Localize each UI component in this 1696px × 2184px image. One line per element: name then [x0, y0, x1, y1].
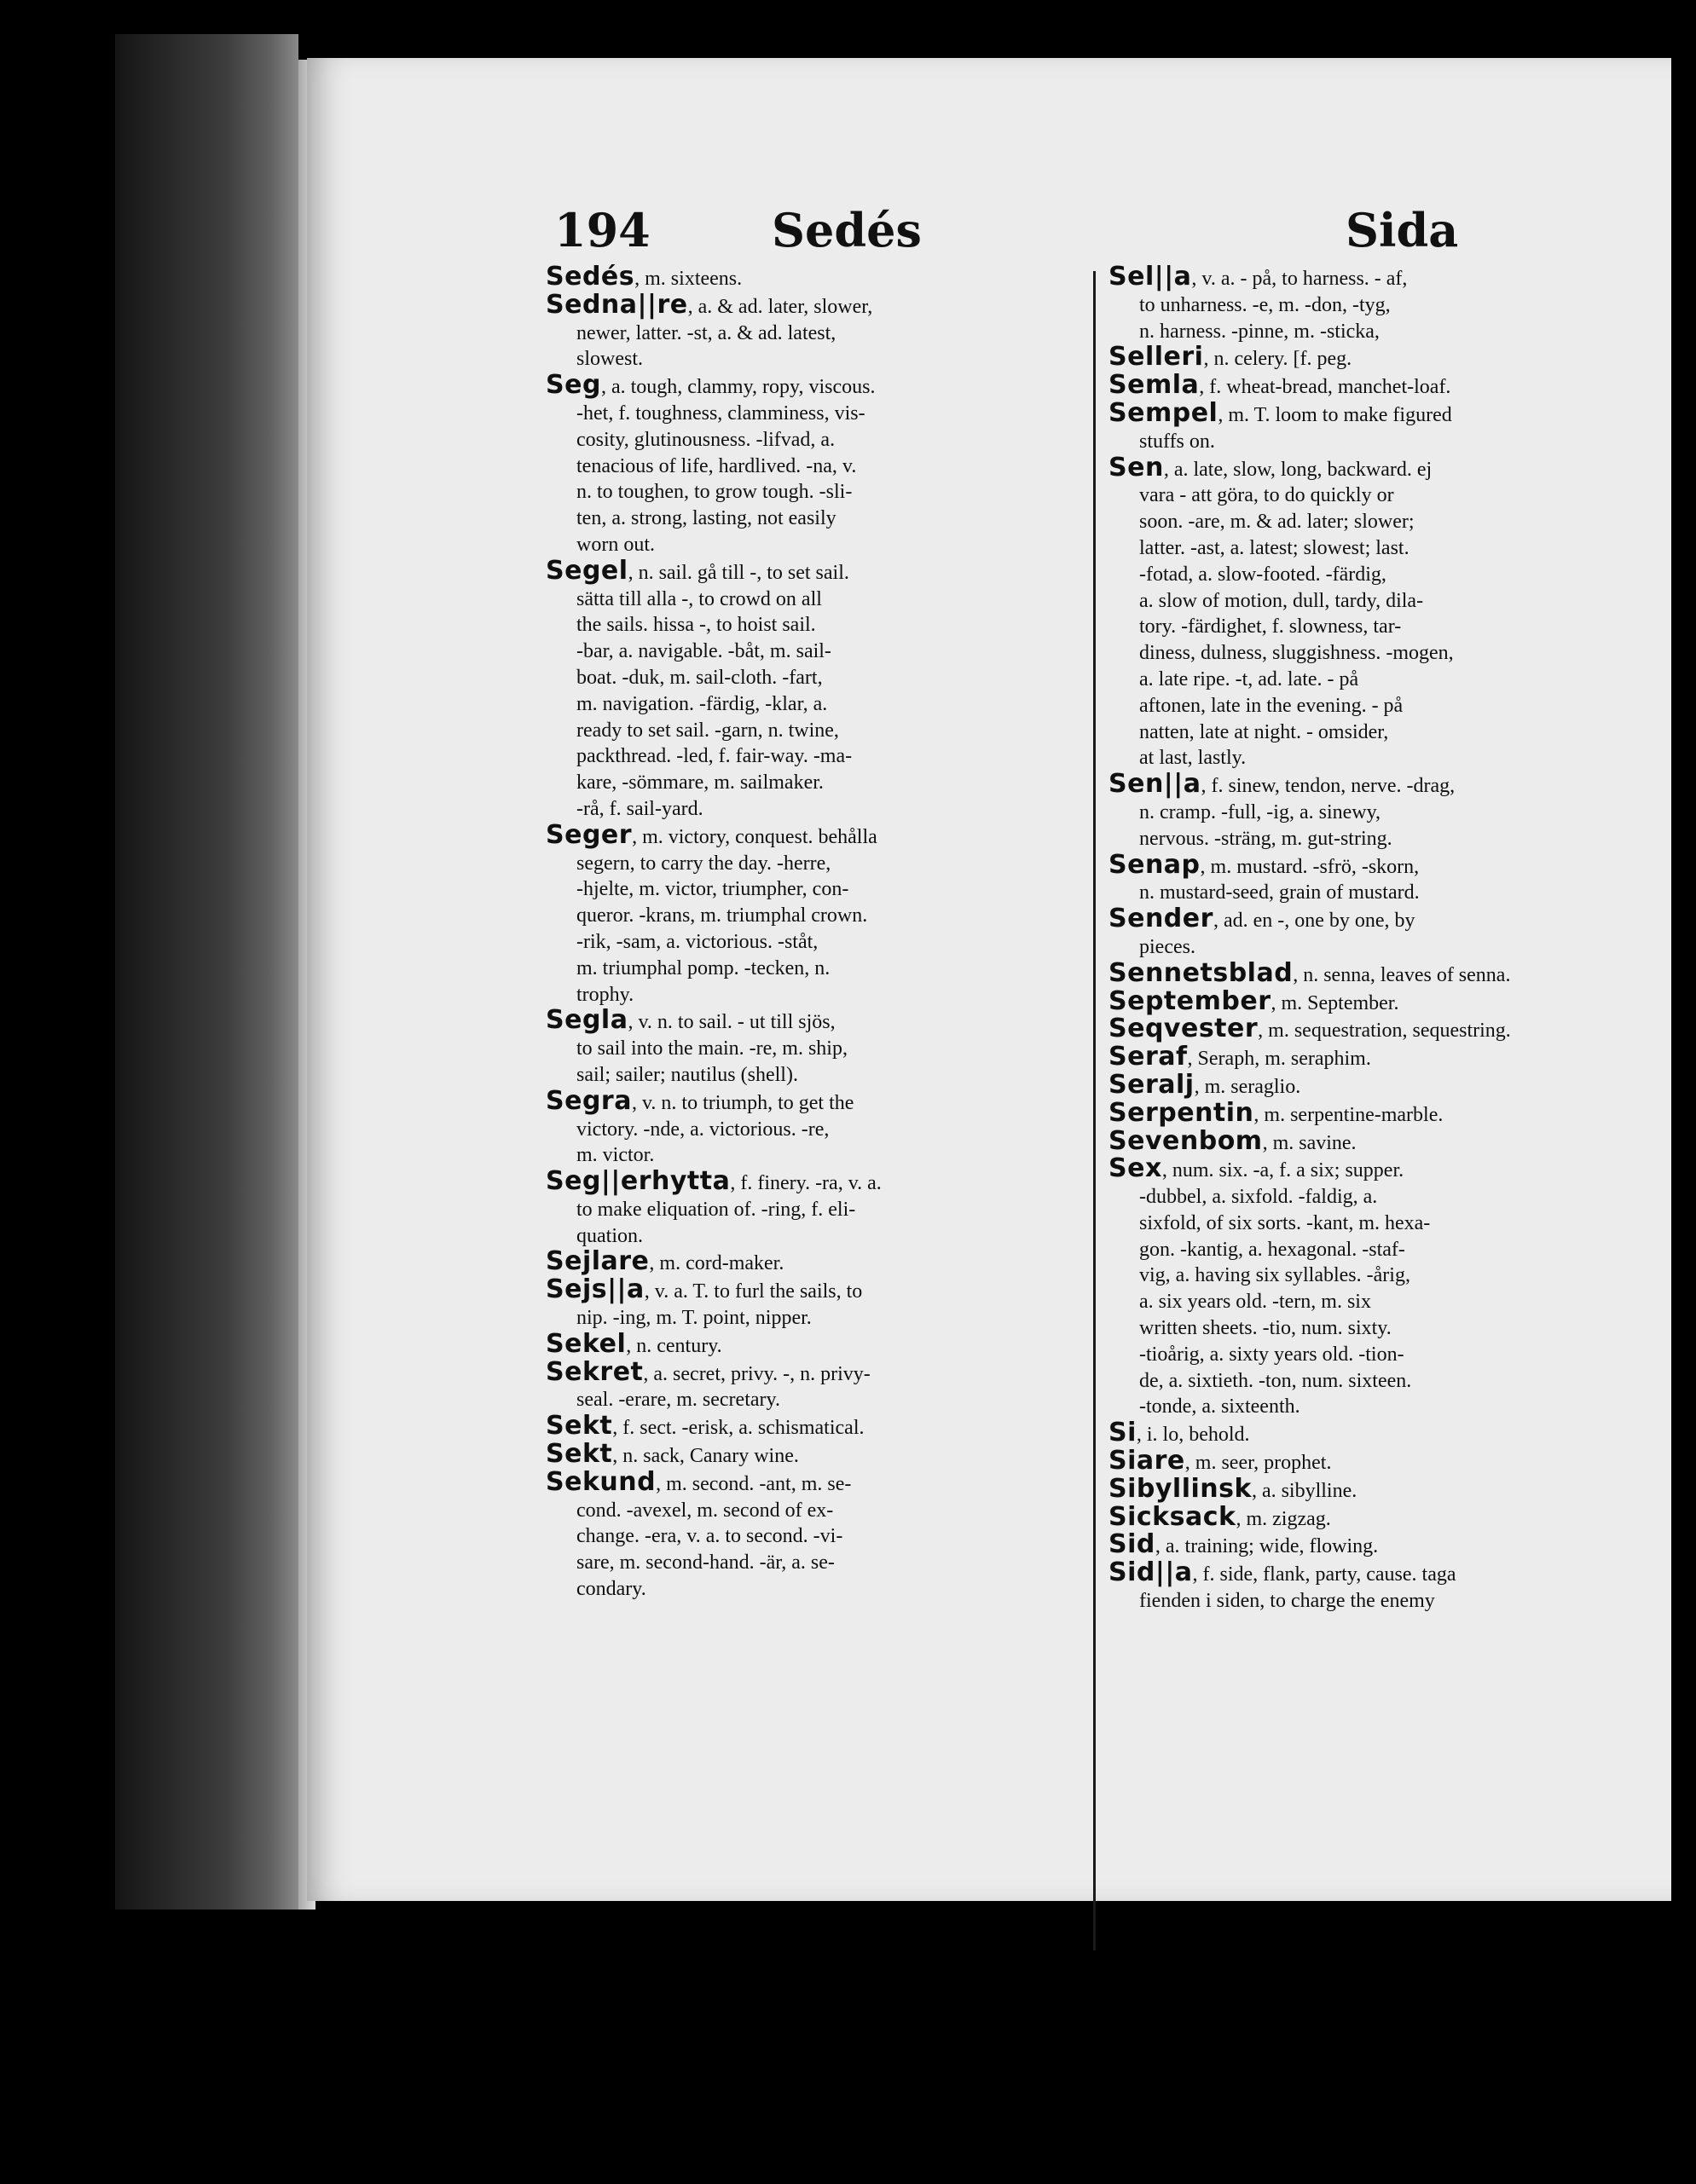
entry-headword-line: Seraf, Seraph, m. seraphim.	[1108, 1044, 1654, 1072]
book-spine	[115, 34, 298, 1910]
headword: Sekund	[546, 1469, 657, 1497]
entry-continuation-line: latter. -ast, a. latest; slowest; last.	[1139, 536, 1409, 559]
entry-headword-line: Seqvester, m. sequestration, sequestring.	[1108, 1016, 1654, 1044]
entry-continuation-line: boat. -duk, m. sail-cloth. -fart,	[576, 666, 823, 689]
entry-continuation-line: n. cramp. -full, -ig, a. sinewy,	[1139, 800, 1381, 823]
headword: September	[1108, 988, 1271, 1016]
entry-continuation-line: victory. -nde, a. victorious. -re,	[576, 1118, 830, 1141]
headword: Sibyllinsk	[1108, 1476, 1252, 1504]
headword: Segel	[546, 558, 628, 586]
left-column	[546, 264, 1090, 1603]
entry-continuation-line: to make eliquation of. -ring, f. eli-	[576, 1198, 856, 1221]
entry-continuation-line: condary.	[576, 1578, 646, 1601]
entry-headword-line: Si, i. lo, behold.	[1108, 1420, 1654, 1448]
entry-continuation-line: stuffs on.	[1139, 430, 1215, 453]
entry-headword-line: Seralj, m. seraglio.	[1108, 1072, 1654, 1101]
entry-continuation-line: newer, latter. -st, a. & ad. latest,	[576, 321, 836, 344]
headword: Sen	[1108, 454, 1164, 482]
headword: Sejlare	[546, 1249, 650, 1277]
headword: Sekt	[546, 1413, 613, 1442]
entry-headword-line: Sibyllinsk, a. sibylline.	[1108, 1476, 1654, 1505]
entry-continuation-line: segern, to carry the day. -herre,	[576, 852, 831, 875]
entry-continuation-line: at last, lastly.	[1139, 747, 1247, 770]
entry-continuation-line: worn out.	[576, 533, 655, 556]
right-column	[1108, 264, 1654, 1615]
entry-continuation-line: m. victor.	[576, 1144, 655, 1167]
entry-continuation-line: fienden i siden, to charge the enemy	[1139, 1590, 1435, 1613]
headword: Sel||a	[1108, 264, 1192, 292]
entry-headword-line: Sempel, m. T. loom to make figured	[1108, 401, 1654, 429]
headword: Sempel	[1108, 400, 1218, 428]
entry-headword-line: Selleri, n. celery. [f. peg.	[1108, 344, 1654, 373]
entry-continuation-line: change. -era, v. a. to second. -vi-	[576, 1525, 843, 1548]
entry-headword-line: Segra, v. n. to triumph, to get the	[546, 1089, 1090, 1117]
headword: Segla	[546, 1008, 628, 1036]
entry-continuation-line: -tioårig, a. sixty years old. -tion-	[1139, 1343, 1404, 1366]
headword: Seger	[546, 822, 633, 850]
entry-continuation-line: -rik, -sam, a. victorious. -ståt,	[576, 930, 819, 953]
entry-continuation-line: n. harness. -pinne, m. -sticka,	[1139, 320, 1380, 343]
entry-headword-line: Sicksack, m. zigzag.	[1108, 1505, 1654, 1533]
entry-continuation-line: ready to set sail. -garn, n. twine,	[576, 719, 839, 742]
headword: Sekel	[546, 1331, 627, 1359]
entry-continuation-line: nip. -ing, m. T. point, nipper.	[576, 1307, 812, 1330]
entry-headword-line: September, m. September.	[1108, 989, 1654, 1017]
entry-headword-line: Sekt, f. sect. -erisk, a. schismatical.	[546, 1413, 1090, 1442]
entry-headword-line: Sel||a, v. a. - på, to harness. - af,	[1108, 264, 1654, 292]
entry-headword-line: Sennetsblad, n. senna, leaves of senna.	[1108, 961, 1654, 989]
headword: Segra	[546, 1088, 632, 1116]
entry-continuation-line: sixfold, of six sorts. -kant, m. hexa-	[1139, 1211, 1431, 1234]
headword: Sicksack	[1108, 1504, 1236, 1532]
entry-headword-line: Segel, n. sail. gå till -, to set sail.	[546, 558, 1090, 586]
entry-continuation-line: n. mustard-seed, grain of mustard.	[1139, 881, 1420, 904]
entry-continuation-line: -het, f. toughness, clamminess, vis-	[576, 402, 865, 425]
headword: Seralj	[1108, 1072, 1195, 1100]
entry-headword-line: Sejs||a, v. a. T. to furl the sails, to	[546, 1277, 1090, 1305]
headword: Sex	[1108, 1156, 1162, 1184]
entry-continuation-line: ten, a. strong, lasting, not easily	[576, 507, 836, 530]
headword: Seqvester	[1108, 1016, 1259, 1044]
entry-continuation-line: m. navigation. -färdig, -klar, a.	[576, 692, 828, 715]
entry-continuation-line: sail; sailer; nautilus (shell).	[576, 1063, 798, 1086]
entry-continuation-line: kare, -sömmare, m. sailmaker.	[576, 771, 824, 794]
entry-continuation-line: natten, late at night. - omsider,	[1139, 720, 1389, 743]
entry-continuation-line: pieces.	[1139, 935, 1195, 958]
page-number: 194	[554, 203, 651, 257]
entry-continuation-line: the sails. hissa -, to hoist sail.	[576, 614, 816, 637]
column-divider	[1093, 271, 1096, 1950]
headword: Sevenbom	[1108, 1128, 1263, 1156]
entry-headword-line: Semla, f. wheat-bread, manchet-loaf.	[1108, 373, 1654, 401]
entry-headword-line: Sen||a, f. sinew, tendon, nerve. -drag,	[1108, 771, 1654, 800]
entry-continuation-line: de, a. sixtieth. -ton, num. sixteen.	[1139, 1369, 1412, 1392]
left-guide-word: Sedés	[772, 203, 922, 257]
entry-continuation-line: n. to toughen, to grow tough. -sli-	[576, 481, 853, 504]
entry-continuation-line: quation.	[576, 1224, 643, 1247]
entry-continuation-line: trophy.	[576, 983, 634, 1006]
entry-continuation-line: sare, m. second-hand. -är, a. se-	[576, 1551, 835, 1574]
entry-headword-line: Sekel, n. century.	[546, 1332, 1090, 1360]
headword: Serpentin	[1108, 1100, 1254, 1128]
entry-headword-line: Sekund, m. second. -ant, m. se-	[546, 1470, 1090, 1498]
entry-continuation-line: nervous. -sträng, m. gut-string.	[1139, 827, 1392, 850]
entry-continuation-line: a. slow of motion, dull, tardy, dila-	[1139, 589, 1424, 612]
entry-continuation-line: -tonde, a. sixteenth.	[1139, 1395, 1300, 1418]
entry-headword-line: Siare, m. seer, prophet.	[1108, 1448, 1654, 1476]
entry-headword-line: Sender, ad. en -, one by one, by	[1108, 906, 1654, 934]
headword: Seg||erhytta	[546, 1169, 731, 1197]
headword: Seraf	[1108, 1044, 1188, 1072]
entry-continuation-line: to sail into the main. -re, m. ship,	[576, 1037, 848, 1060]
entry-continuation-line: sätta till alla -, to crowd on all	[576, 587, 822, 610]
entry-continuation-line: -fotad, a. slow-footed. -färdig,	[1139, 563, 1386, 586]
entry-headword-line: Sid||a, f. side, flank, party, cause. taga	[1108, 1560, 1654, 1588]
entry-continuation-line: gon. -kantig, a. hexagonal. -staf-	[1139, 1238, 1405, 1261]
entry-continuation-line: a. late ripe. -t, ad. late. - på	[1139, 667, 1359, 690]
entry-headword-line: Segla, v. n. to sail. - ut till sjös,	[546, 1008, 1090, 1036]
headword: Siare	[1108, 1448, 1185, 1476]
entry-continuation-line: cosity, glutinousness. -lifvad, a.	[576, 428, 836, 451]
headword: Senap	[1108, 852, 1201, 880]
headword: Si	[1108, 1420, 1137, 1448]
headword: Sid	[1108, 1532, 1155, 1560]
entry-continuation-line: vara - att göra, to do quickly or	[1139, 484, 1394, 507]
entry-headword-line: Seg, a. tough, clammy, ropy, viscous.	[546, 373, 1090, 401]
entry-continuation-line: packthread. -led, f. fair-way. -ma-	[576, 745, 853, 768]
entry-continuation-line: written sheets. -tio, num. sixty.	[1139, 1317, 1392, 1340]
entry-continuation-line: a. six years old. -tern, m. six	[1139, 1291, 1371, 1314]
headword: Sender	[1108, 906, 1213, 934]
entry-continuation-line: -hjelte, m. victor, triumpher, con-	[576, 878, 849, 901]
entry-headword-line: Senap, m. mustard. -sfrö, -skorn,	[1108, 852, 1654, 881]
entry-continuation-line: -rå, f. sail-yard.	[576, 797, 703, 820]
entry-headword-line: Sen, a. late, slow, long, backward. ej	[1108, 455, 1654, 483]
entry-continuation-line: queror. -krans, m. triumphal crown.	[576, 904, 868, 927]
entry-headword-line: Serpentin, m. serpentine-marble.	[1108, 1101, 1654, 1129]
headword: Sid||a	[1108, 1560, 1193, 1588]
entry-continuation-line: to unharness. -e, m. -don, -tyg,	[1139, 293, 1391, 316]
entry-headword-line: Sex, num. six. -a, f. a six; supper.	[1108, 1156, 1654, 1184]
headword: Sejs||a	[546, 1277, 645, 1305]
entry-continuation-line: aftonen, late in the evening. - på	[1139, 694, 1404, 717]
entry-headword-line: Sejlare, m. cord-maker.	[546, 1249, 1090, 1277]
headword: Sekret	[546, 1359, 644, 1387]
headword: Sedés	[546, 264, 635, 292]
headword: Sen||a	[1108, 771, 1201, 800]
entry-continuation-line: vig, a. having six syllables. -årig,	[1139, 1264, 1410, 1287]
headword: Sekt	[546, 1442, 613, 1470]
entry-continuation-line: diness, dulness, sluggishness. -mogen,	[1139, 642, 1454, 665]
headword: Semla	[1108, 373, 1200, 401]
entry-continuation-line: seal. -erare, m. secretary.	[576, 1389, 780, 1412]
entry-headword-line: Seger, m. victory, conquest. behålla	[546, 823, 1090, 851]
entry-continuation-line: soon. -are, m. & ad. later; slower;	[1139, 511, 1415, 534]
entry-headword-line: Seg||erhytta, f. finery. -ra, v. a.	[546, 1169, 1090, 1197]
entry-continuation-line: cond. -avexel, m. second of ex-	[576, 1499, 834, 1522]
entry-headword-line: Sedés, m. sixteens.	[546, 264, 1090, 292]
entry-headword-line: Sid, a. training; wide, flowing.	[1108, 1532, 1654, 1560]
entry-headword-line: Sevenbom, m. savine.	[1108, 1129, 1654, 1157]
entry-continuation-line: m. triumphal pomp. -tecken, n.	[576, 956, 831, 979]
entry-headword-line: Sekret, a. secret, privy. -, n. privy-	[546, 1360, 1090, 1388]
entry-continuation-line: -bar, a. navigable. -båt, m. sail-	[576, 640, 831, 663]
entry-continuation-line: tory. -färdighet, f. slowness, tar-	[1139, 615, 1402, 638]
headword: Sennetsblad	[1108, 960, 1294, 988]
headword: Selleri	[1108, 344, 1204, 373]
entry-continuation-line: slowest.	[576, 348, 643, 371]
right-guide-word: Sida	[1346, 203, 1459, 257]
entry-continuation-line: tenacious of life, hardlived. -na, v.	[576, 454, 857, 477]
entry-headword-line: Sekt, n. sack, Canary wine.	[546, 1442, 1090, 1470]
entry-headword-line: Sedna||re, a. & ad. later, slower,	[546, 292, 1090, 321]
headword: Seg	[546, 373, 601, 401]
entry-continuation-line: -dubbel, a. sixfold. -faldig, a.	[1139, 1186, 1378, 1209]
headword: Sedna||re	[546, 292, 688, 320]
